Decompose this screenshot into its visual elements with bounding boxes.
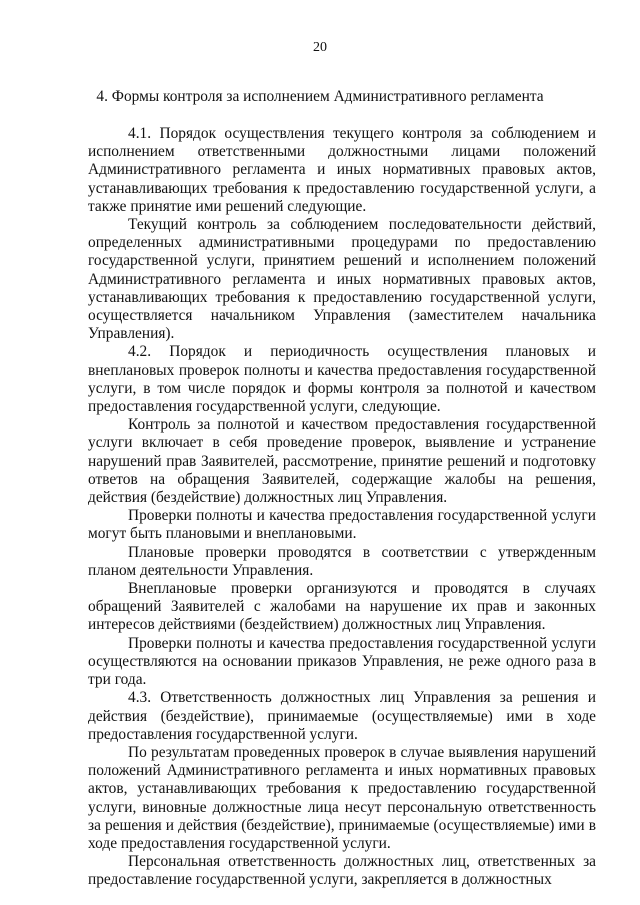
paragraph-responsibility: По результатам проведенных проверок в случае выявления нарушений положений Административного регламента и иных нормативных правовых актов, устанавливающих требования к предоставлению государственной услуги, виновные должностные лица несут персональную ответственность за решения и действия (бездействие), принимаемые (осуществляемые) ими в ходе предоставления государственной услуги. xyxy=(88,743,596,852)
paragraph-quality-control: Контроль за полнотой и качеством предоставления государственной услуги включает в себя проведение проверок, выявление и устранение нарушений прав Заявителей, рассмотрение, принятие решений и подготовку ответов на обращения Заявителей, содержащие жалобы на решения, действия (бездействие) должностных лиц Управления. xyxy=(88,416,596,507)
section-title: 4. Формы контроля за исполнением Административного регламента xyxy=(96,88,544,105)
document-body xyxy=(88,125,596,890)
paragraph-4-2: 4.2. Порядок и периодичность осуществления плановых и внеплановых проверок полноты и качества предоставления государственной услуги, в том числе порядок и формы контроля за полнотой и качеством предоставления государственной услуги, следующие. xyxy=(88,343,596,416)
paragraph-personal-responsibility: Персональная ответственность должностных лиц, ответственных за предоставление государственной услуги, закрепляется в должностных xyxy=(88,853,596,889)
paragraph-planned-checks: Плановые проверки проводятся в соответствии с утвержденным планом деятельности Управления. xyxy=(88,543,596,579)
paragraph-4-1: 4.1. Порядок осуществления текущего контроля за соблюдением и исполнением ответственными должностными лицами положений Административного регламента и иных нормативных правовых актов, устанавливающих требования к предоставлению государственной услуги, а также принятие ими решений следующие. xyxy=(88,125,596,215)
page-number: 20 xyxy=(313,40,327,55)
paragraph-current-control: Текущий контроль за соблюдением последовательности действий, определенных административными процедурами по предоставлению государственной услуги, принятием решений и исполнением положений Административного регламента и иных нормативных правовых актов, устанавливающих требования к предоставлению государственной услуги, осуществляется начальником Управления (заместителем начальника Управления). xyxy=(88,216,596,343)
paragraph-4-3: 4.3. Ответственность должностных лиц Управления за решения и действия (бездействие), принимаемые (осуществляемые) ими в ходе предоставления государственной услуги. xyxy=(88,689,596,743)
paragraph-check-basis: Проверки полноты и качества предоставления государственной услуги осуществляются на основании приказов Управления, не реже одного раза в три года. xyxy=(88,634,596,689)
paragraph-check-types: Проверки полноты и качества предоставления государственной услуги могут быть плановыми и внеплановыми. xyxy=(88,507,596,543)
paragraph-unplanned-checks: Внеплановые проверки организуются и проводятся в случаях обращений Заявителей с жалобами на нарушение их прав и законных интересов действиями (бездействием) должностных лиц Управления. xyxy=(88,580,596,634)
